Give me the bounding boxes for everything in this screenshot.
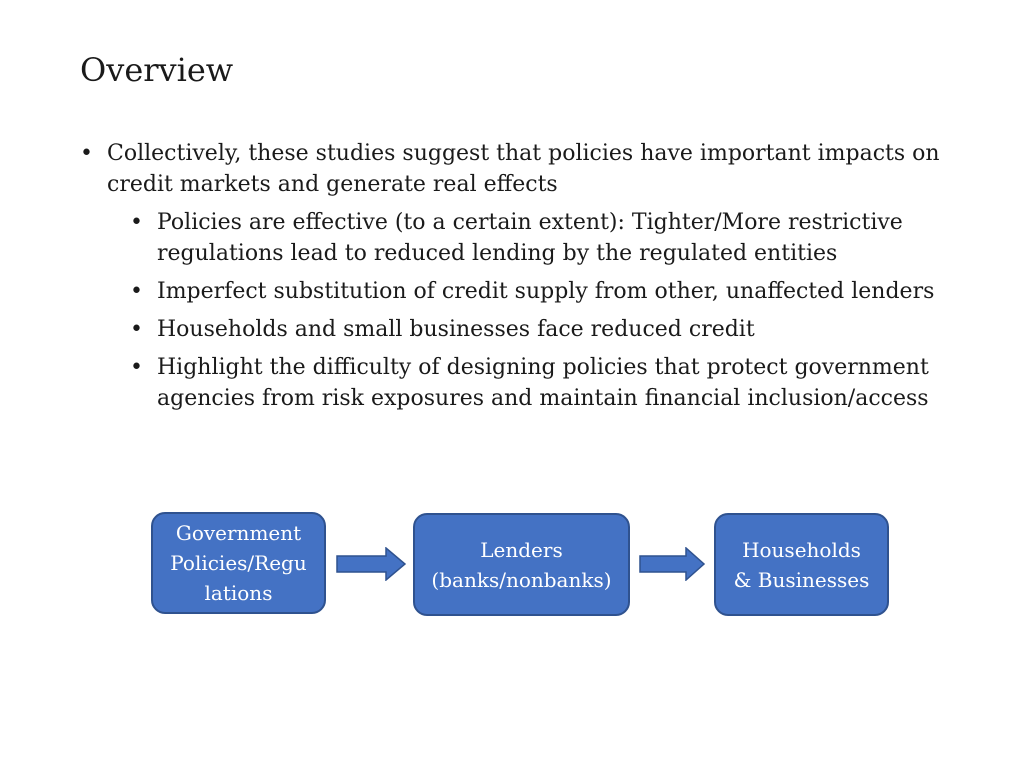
households-businesses-box <box>714 513 889 616</box>
government-policies-label: Government Policies/Regu lations <box>170 521 307 605</box>
right-arrow-icon <box>639 547 705 581</box>
bullet-text: Highlight the difficulty of designing policies that protect government agencies from risk exposures and maintain financial inclusion/access <box>157 355 929 411</box>
households-businesses-label: Households & Businesses <box>733 537 870 592</box>
bullet-marker: • <box>130 279 143 304</box>
bullet-text: Imperfect substitution of credit supply from other, unaffected lenders <box>157 279 935 304</box>
lenders-label: Lenders (banks/nonbanks) <box>431 537 612 592</box>
government-policies-box <box>151 512 326 614</box>
slide-title: Overview <box>80 51 234 89</box>
lenders-box <box>413 513 630 616</box>
bullet-marker: • <box>80 141 93 166</box>
bullet-marker: • <box>130 317 143 342</box>
right-arrow-icon <box>336 547 406 581</box>
bullet-text: Policies are effective (to a certain extent): Tighter/More restrictive regulations lead to reduced lending by the regulated entities <box>157 210 903 266</box>
bullet-marker: • <box>130 210 143 235</box>
bullet-marker: • <box>130 355 143 380</box>
bullet-text: Collectively, these studies suggest that policies have important impacts on credit markets and generate real effects <box>107 141 940 197</box>
bullet-text: Households and small businesses face reduced credit <box>157 317 755 342</box>
